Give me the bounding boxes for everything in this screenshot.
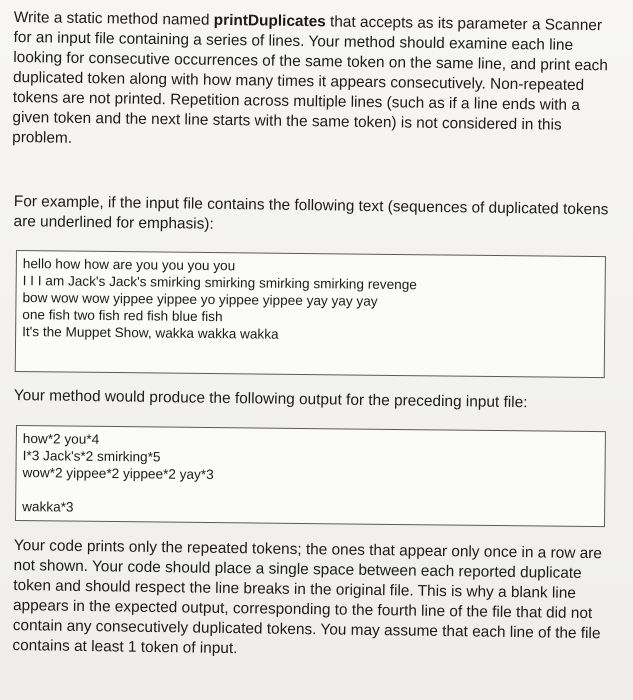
input-line: one fish two fish red fish blue fish [22, 307, 223, 325]
output-line: how*2 you*4 [22, 431, 100, 447]
output-intro: Your method would produce the following output for the preceding input file: [13, 386, 528, 412]
input-file-box [15, 250, 606, 378]
output-box [15, 425, 606, 527]
output-line: wow*2 yippee*2 yippee*2 yay*3 [22, 465, 214, 483]
intro-text-after: that accepts as its parameter a Scanner for an input file containing a series of lines. Your method should examine each line looking for consecutive occurrences of the same token on the same line, and print each duplicated token along with how many times it appears consecutively. Non-repeated tokens are not printed. Repetition across multiple lines (such as if a line ends with a given token and the next line starts with the same token) is not considered in this problem. [12, 13, 608, 147]
output-line: wakka*3 [22, 499, 74, 515]
closing-paragraph: Your code prints only the repeated tokens; the ones that appear only once in a row are not shown. Your code should place a single space between each reported duplicate token and should respect the line breaks in the original file. This is why a blank line appears in the expected output, corresponding to the fourth line of the file that did not contain any consecutively duplicated tokens. You may assume that each line of the file contains at least 1 token of input. [12, 536, 603, 658]
method-name: printDuplicates [213, 11, 326, 31]
output-line: I*3 Jack's*2 smirking*5 [22, 448, 161, 465]
input-line: hello how how are you you you you [22, 256, 236, 274]
example-intro: For example, if the input file contains the following text (sequences of duplicated tokens are underlined for emphasis): [13, 192, 609, 233]
problem-description [12, 8, 619, 156]
intro-text-before: Write a static method named [13, 8, 214, 29]
input-line: I I I am Jack's Jack's smirking smirking smirking smirking revenge [22, 273, 417, 293]
input-line: bow wow wow yippee yippee yo yippee yippee yay yay yay [22, 290, 378, 309]
input-line: It's the Muppet Show, wakka wakka wakka [22, 324, 279, 342]
